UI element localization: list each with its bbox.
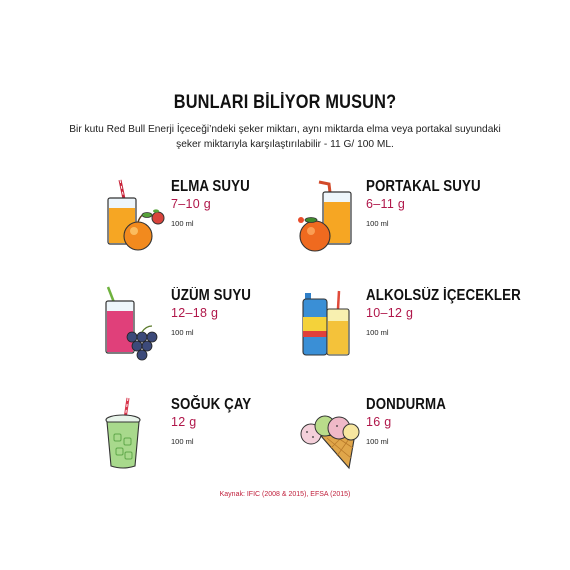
orange-juice-icon: [293, 178, 365, 262]
item-name: ELMA SUYU: [171, 178, 250, 195]
page-title: BUNLARI BİLİYOR MUSUN?: [173, 92, 397, 113]
item-name: ÜZÜM SUYU: [171, 287, 252, 304]
item-amount: 12–18 g: [171, 306, 219, 320]
item-name: DONDURMA: [366, 396, 446, 413]
ice-cream-icon: [293, 396, 365, 480]
item-unit: 100 ml: [171, 219, 194, 228]
item-unit: 100 ml: [366, 437, 389, 446]
item-amount: 16 g: [366, 415, 392, 429]
grape-juice-icon: [98, 287, 170, 371]
item-unit: 100 ml: [171, 437, 194, 446]
item-orange-juice: [293, 178, 543, 268]
item-amount: 6–11 g: [366, 197, 406, 211]
item-name: ALKOLSÜZ İÇECEKLER: [366, 287, 521, 304]
item-name: SOĞUK ÇAY: [171, 396, 252, 413]
item-ice-cream: [293, 396, 543, 486]
item-name: PORTAKAL SUYU: [366, 178, 481, 195]
item-unit: 100 ml: [366, 328, 389, 337]
item-unit: 100 ml: [366, 219, 389, 228]
item-amount: 7–10 g: [171, 197, 212, 211]
apple-juice-icon: [98, 178, 170, 262]
soft-drinks-icon: [293, 287, 365, 371]
item-soft-drinks: [293, 287, 543, 377]
item-unit: 100 ml: [171, 328, 194, 337]
source-note: Kaynak: IFIC (2008 & 2015), EFSA (2015): [219, 491, 351, 498]
intro-text: Bir kutu Red Bull Enerji İçeceği’ndeki şeker miktarı, aynı miktarda elma veya portakal suyundaki şeker miktarıyla karşılaştırılabilir - 11 G/ 100 ML.: [69, 124, 501, 150]
item-amount: 12 g: [171, 415, 197, 429]
iced-tea-icon: [98, 396, 170, 480]
item-amount: 10–12 g: [366, 306, 414, 320]
